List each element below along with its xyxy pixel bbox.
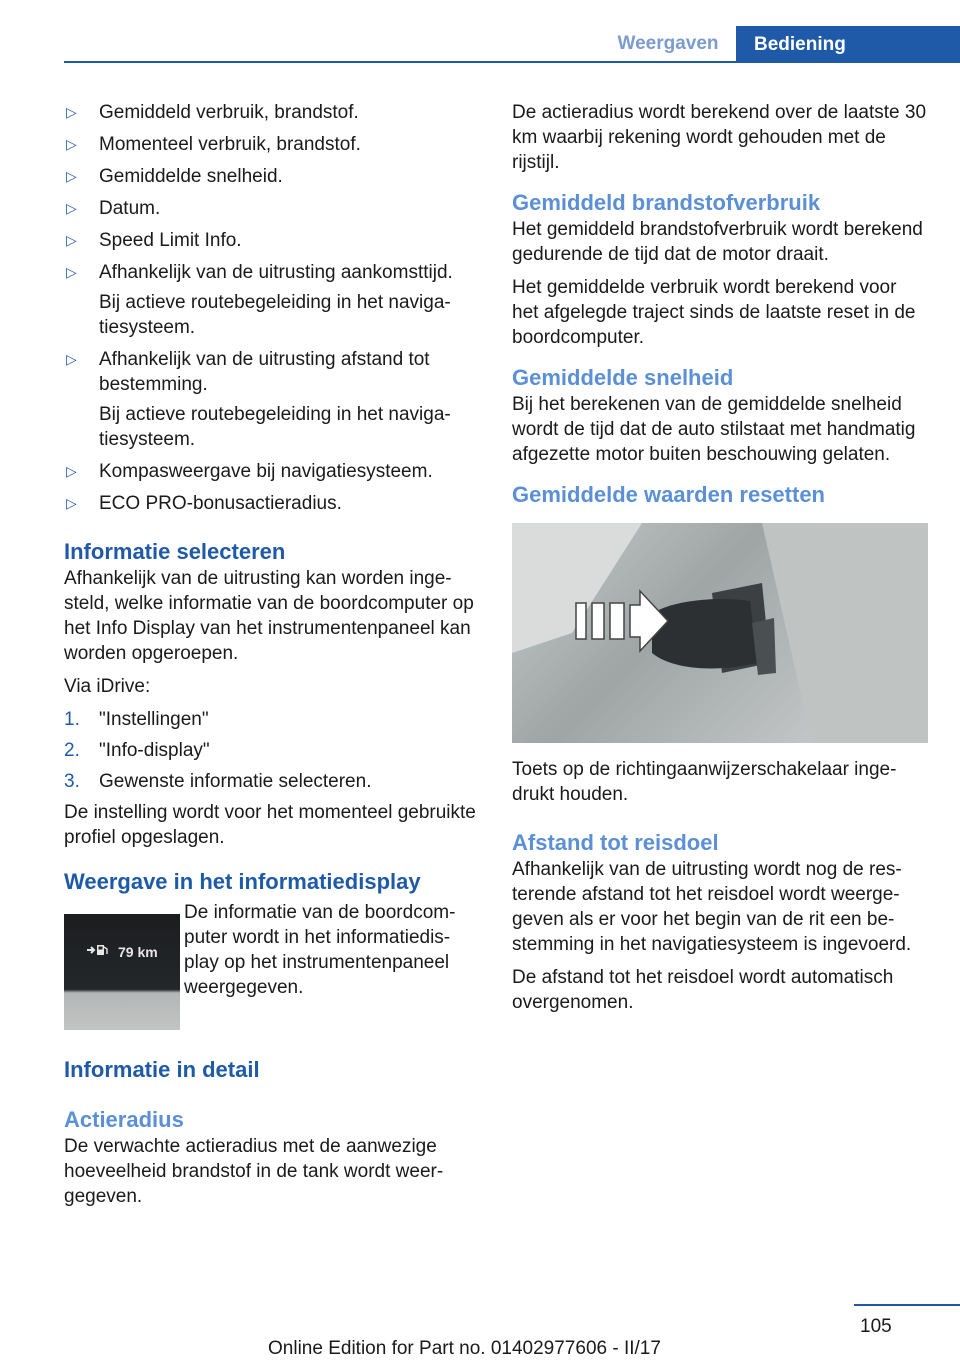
edition-footer: Online Edition for Part no. 01402977606 - II/17 [268,1338,661,1359]
info-display-image [64,914,180,1030]
paragraph: De informatie van de boordcomputer wordt in het informatiedisplay op het instrumentenpaneel weergegeven. [184,902,456,998]
paragraph: De actieradius wordt berekend over de laatste 30 km waarbij rekening wordt gehouden met de rijstijl. [512,102,927,173]
right-column [512,100,928,1023]
range-value: 79 km [118,944,158,960]
list-item: ▷ Gemiddeld verbruik, brandstof. [66,102,359,123]
section-heading: Informatie selecteren [64,539,286,564]
paragraph: De verwachte actieradius met de aanwezige hoeveelheid brandstof in de tank wordt weergegeven. [64,1136,444,1207]
paragraph: Afhankelijk van de uitrusting wordt nog de resterende afstand tot het reisdoel wordt weergegeven als er voor het begin van de rit een bestemming in het navigatiesysteem is ingevoerd. [512,859,912,955]
subsection-heading: Gemiddelde snelheid [512,365,734,390]
paragraph: De afstand tot het reisdoel wordt automatisch overgenomen. [512,967,894,1013]
tab-weergaven[interactable]: Weergaven [617,32,719,54]
page-number: 105 [860,1316,892,1337]
list-item-note: Bij actieve routebegeleiding in het navigatiesysteem. [99,292,451,338]
section-heading: Informatie in detail [64,1057,260,1082]
step-item: 1. "Instellingen" [64,709,209,730]
list-item: ▷ Speed Limit Info. [66,230,242,251]
subsection-heading: Afstand tot reisdoel [512,830,719,855]
triangle-bullet-icon: ▷ [66,168,77,184]
subsection-heading: Actieradius [64,1107,184,1132]
list-item: ▷ Momenteel verbruik, brandstof. [66,134,361,155]
feature-list [64,100,476,516]
left-column [64,100,476,1217]
section-heading: Weergave in het informatiedisplay [64,869,421,894]
triangle-bullet-icon: ▷ [66,232,77,248]
list-item: ▷ Afhankelijk van de uitrusting aankomsttijd. Bij actieve routebegeleiding in het navigatiesysteem. [64,260,476,340]
paragraph: Bij het berekenen van de gemiddelde snelheid wordt de tijd dat de auto stilstaat met handmatig afgezette motor buiten beschouwing gelaten. [512,394,916,465]
stalk-illustration [512,523,928,743]
fuel-range-icon [86,940,108,965]
list-item-note: Bij actieve routebegeleiding in het navigatiesysteem. [99,404,451,450]
triangle-bullet-icon: ▷ [66,495,77,511]
step-item: 3. Gewenste informatie selecteren. [64,771,372,792]
triangle-bullet-icon: ▷ [66,264,77,280]
paragraph: De instelling wordt voor het momenteel gebruikte profiel opgeslagen. [64,802,476,848]
subsection-heading: Gemiddeld brandstofverbruik [512,190,821,215]
step-item: 2. "Info-display" [64,740,210,761]
subsection-heading: Gemiddelde waarden resetten [512,482,825,507]
triangle-bullet-icon: ▷ [66,136,77,152]
image-caption: Toets op de richtingaanwijzerschakelaar ingedrukt houden. [512,759,897,805]
triangle-bullet-icon: ▷ [66,463,77,479]
steps-list [64,707,476,794]
paragraph: Via iDrive: [64,676,151,697]
list-item: ▷ Afhankelijk van de uitrusting afstand tot bestemming. Bij actieve routebegeleiding in het navigatiesysteem. [64,347,476,452]
list-item: ▷ Gemiddelde snelheid. [66,166,283,187]
info-display-block [64,900,476,1030]
triangle-bullet-icon: ▷ [66,351,77,367]
paragraph: Het gemiddeld brandstofverbruik wordt berekend gedurende de tijd dat de motor draait. [512,219,923,265]
paragraph: Afhankelijk van de uitrusting kan worden ingesteld, welke informatie van de boordcomputer op het Info Display van het instrumentenpaneel kan worden opgeroepen. [64,568,474,664]
header-rule [64,61,960,63]
triangle-bullet-icon: ▷ [66,104,77,120]
list-item: ▷ ECO PRO-bonusactieradius. [66,493,342,514]
triangle-bullet-icon: ▷ [66,200,77,216]
list-item: ▷ Datum. [66,198,161,219]
paragraph: Het gemiddelde verbruik wordt berekend voor het afgelegde traject sinds de laatste reset in de boordcomputer. [512,277,916,348]
turn-signal-stalk-image [512,523,928,743]
footer-rule [854,1304,960,1306]
tab-bediening[interactable]: Bediening [736,26,960,63]
list-item: ▷ Kompasweergave bij navigatiesysteem. [66,461,433,482]
